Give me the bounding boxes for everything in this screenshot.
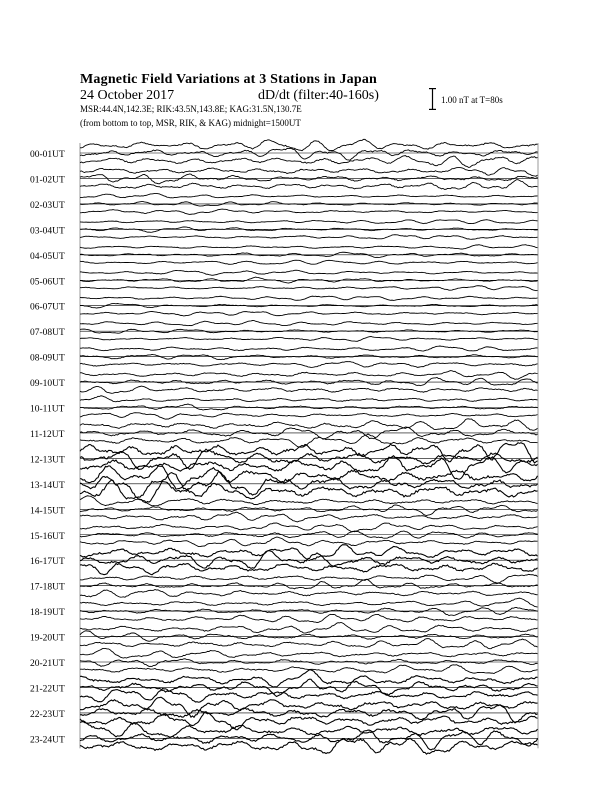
trace-msr-14-15ut bbox=[80, 512, 538, 522]
trace-kag-09-10ut bbox=[80, 371, 538, 380]
trace-rik-08-09ut bbox=[80, 354, 538, 359]
trace-rik-23-24ut bbox=[80, 730, 538, 750]
hour-label: 04-05UT bbox=[30, 251, 65, 262]
hour-label: 12-13UT bbox=[30, 455, 65, 466]
trace-msr-03-04ut bbox=[80, 235, 538, 240]
trace-msr-02-03ut bbox=[80, 209, 538, 214]
trace-rik-17-18ut bbox=[80, 579, 538, 589]
trace-kag-12-13ut bbox=[80, 443, 538, 463]
trace-rik-09-10ut bbox=[80, 377, 538, 385]
trace-kag-06-07ut bbox=[80, 296, 538, 300]
trace-msr-13-14ut bbox=[80, 480, 538, 503]
hour-label: 11-12UT bbox=[30, 429, 65, 440]
hour-label: 16-17UT bbox=[30, 557, 65, 568]
trace-kag-03-04ut bbox=[80, 220, 538, 224]
trace-msr-08-09ut bbox=[80, 362, 538, 368]
trace-kag-18-19ut bbox=[80, 598, 538, 607]
trace-msr-22-23ut bbox=[80, 712, 538, 730]
trace-rik-07-08ut bbox=[80, 329, 538, 333]
hour-label: 20-21UT bbox=[30, 659, 65, 669]
trace-msr-15-16ut bbox=[80, 537, 538, 546]
parameter-label: dD/dt (filter:40-160s) bbox=[258, 88, 379, 103]
trace-kag-15-16ut bbox=[80, 523, 538, 532]
trace-rik-05-06ut bbox=[80, 277, 538, 283]
hour-label: 07-08UT bbox=[30, 328, 65, 339]
trace-rik-01-02ut bbox=[80, 174, 538, 184]
trace-msr-17-18ut bbox=[80, 589, 538, 597]
trace-msr-10-11ut bbox=[80, 413, 538, 419]
trace-kag-20-21ut bbox=[80, 648, 538, 658]
trace-msr-16-17ut bbox=[80, 563, 538, 574]
hour-label: 00-01UT bbox=[30, 150, 65, 160]
trace-msr-07-08ut bbox=[80, 337, 538, 342]
trace-kag-00-01ut bbox=[80, 139, 538, 150]
trace-kag-05-06ut bbox=[80, 270, 538, 275]
trace-kag-14-15ut bbox=[80, 496, 538, 506]
station-order-note: (from bottom to top, MSR, RIK, & KAG) midnight=1500UT bbox=[80, 118, 301, 128]
trace-msr-19-20ut bbox=[80, 639, 538, 649]
hour-label: 02-03UT bbox=[30, 200, 65, 211]
hour-label: 23-24UT bbox=[30, 735, 65, 746]
trace-msr-21-22ut bbox=[80, 689, 538, 703]
trace-kag-07-08ut bbox=[80, 321, 538, 326]
hour-label: 06-07UT bbox=[30, 302, 65, 313]
hour-label: 01-02UT bbox=[30, 175, 65, 186]
hour-label: 17-18UT bbox=[30, 582, 65, 593]
hour-label: 08-09UT bbox=[30, 353, 65, 364]
chart-title: Magnetic Field Variations at 3 Stations in Japan bbox=[80, 72, 378, 87]
trace-kag-01-02ut bbox=[80, 168, 538, 177]
trace-kag-04-05ut bbox=[80, 245, 538, 249]
trace-kag-17-18ut bbox=[80, 574, 538, 583]
trace-kag-10-11ut bbox=[80, 396, 538, 402]
hour-label: 19-20UT bbox=[30, 633, 65, 644]
trace-rik-10-11ut bbox=[80, 404, 538, 410]
trace-msr-01-02ut bbox=[80, 180, 538, 190]
trace-rik-00-01ut bbox=[80, 149, 538, 161]
hour-label: 18-19UT bbox=[30, 608, 65, 619]
trace-msr-06-07ut bbox=[80, 312, 538, 316]
hour-label: 05-06UT bbox=[30, 277, 65, 288]
trace-rik-14-15ut bbox=[80, 505, 538, 516]
trace-msr-09-10ut bbox=[80, 386, 538, 393]
hour-label: 03-04UT bbox=[30, 226, 65, 237]
station-coordinates: MSR:44.4N,142.3E; RIK:43.5N,143.8E; KAG:31.5N,130.7E bbox=[80, 104, 302, 114]
scale-bar-label: 1.00 nT at T=80s bbox=[441, 95, 503, 105]
trace-msr-04-05ut bbox=[80, 260, 538, 264]
trace-kag-11-12ut bbox=[80, 419, 538, 431]
trace-rik-18-19ut bbox=[80, 608, 538, 616]
trace-kag-21-22ut bbox=[80, 670, 538, 687]
hour-label: 10-11UT bbox=[30, 404, 65, 415]
trace-rik-21-22ut bbox=[80, 679, 538, 696]
date-label: 24 October 2017 bbox=[80, 88, 175, 103]
hour-label: 21-22UT bbox=[30, 684, 65, 695]
hour-label: 09-10UT bbox=[30, 379, 65, 390]
trace-kag-19-20ut bbox=[80, 622, 538, 633]
hour-label: 22-23UT bbox=[30, 709, 65, 720]
hour-label: 14-15UT bbox=[30, 506, 65, 517]
trace-kag-08-09ut bbox=[80, 346, 538, 351]
hour-label: 15-16UT bbox=[30, 531, 65, 542]
trace-kag-02-03ut bbox=[80, 193, 538, 197]
trace-msr-05-06ut bbox=[80, 286, 538, 291]
hour-label: 13-14UT bbox=[30, 480, 65, 491]
trace-msr-18-19ut bbox=[80, 614, 538, 622]
trace-rik-20-21ut bbox=[80, 659, 538, 667]
